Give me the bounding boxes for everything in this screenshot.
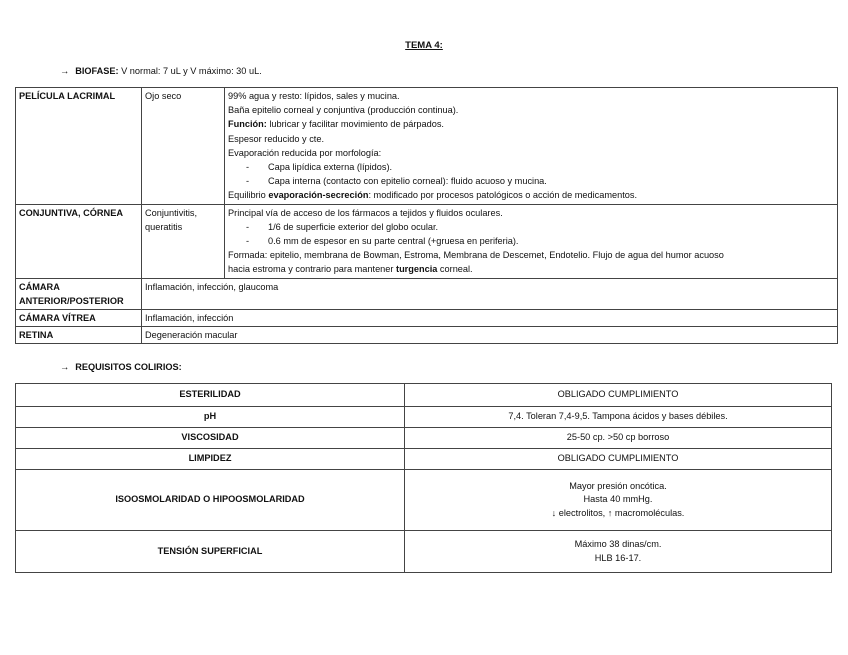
value-line: HLB 16-17. <box>594 552 642 563</box>
name-line: ANTERIOR/POSTERIOR <box>19 295 124 306</box>
table-row <box>16 428 832 449</box>
bold-term: turgencia <box>396 264 438 275</box>
requirement-key: pH <box>16 407 405 428</box>
requirement-key: TENSIÓN SUPERFICIAL <box>16 531 405 573</box>
structure-name: RETINA <box>16 327 142 344</box>
description-line <box>228 117 834 131</box>
bullet-line <box>228 234 834 248</box>
bullet-line <box>228 160 834 174</box>
value-line: Mayor presión oncótica. <box>569 481 667 492</box>
description-line: Baña epitelio corneal y conjuntiva (producción continua). <box>228 105 459 116</box>
value-line: ↓ electrolitos, ↑ macromoléculas. <box>551 507 685 518</box>
condition-line: Conjuntivitis, <box>145 207 198 218</box>
text: hacia estroma y contrario para mantener <box>228 264 397 275</box>
requirement-key: LIMPIDEZ <box>16 449 405 470</box>
table-row <box>16 278 838 309</box>
arrow-right-icon: → <box>60 362 70 372</box>
text: 0.6 mm de espesor en su parte central (+gruesa en periferia). <box>268 236 519 247</box>
table-row <box>16 531 832 573</box>
requirement-key: VISCOSIDAD <box>16 428 405 449</box>
condition-line: queratitis <box>145 221 183 232</box>
requirement-value: OBLIGADO CUMPLIMIENTO <box>405 449 832 470</box>
text: corneal. <box>437 264 473 275</box>
table-row <box>16 449 832 470</box>
requirement-value: OBLIGADO CUMPLIMIENTO <box>405 384 832 407</box>
requirement-value: 7,4. Toleran 7,4-9,5. Tampona ácidos y bases débiles. <box>405 407 832 428</box>
description-line: Evaporación reducida por morfología: <box>228 147 382 158</box>
table-row <box>16 310 838 327</box>
structure-name: PELÍCULA LACRIMAL <box>16 88 142 205</box>
structure-condition: Degeneración macular <box>142 327 838 344</box>
structure-name: CONJUNTIVA, CÓRNEA <box>16 204 142 278</box>
dash-icon: - <box>246 236 250 247</box>
requirement-value: 25-50 cp. >50 cp borroso <box>405 428 832 449</box>
ocular-structures-table <box>15 87 838 344</box>
text: Capa lipídica externa (lípidos). <box>268 162 393 173</box>
table-row <box>16 470 832 531</box>
text: : modificado por procesos patológicos o acción de medicamentos. <box>368 190 638 201</box>
structure-name <box>16 278 142 309</box>
text: lubricar y facilitar movimiento de párpados. <box>266 119 444 130</box>
table-row <box>16 407 832 428</box>
structure-condition <box>142 204 225 278</box>
biofase-label: BIOFASE: <box>75 66 119 76</box>
requisitos-label: REQUISITOS COLIRIOS: <box>75 362 182 372</box>
table-row <box>16 327 838 344</box>
requirement-key: ESTERILIDAD <box>16 384 405 407</box>
description-line: Formada: epitelio, membrana de Bowman, Estroma, Membrana de Descemet, Endotelio. Flujo de agua del humor acuoso <box>228 250 724 261</box>
structure-condition: Inflamación, infección, glaucoma <box>142 278 838 309</box>
bold-term: Función: <box>228 119 267 130</box>
text: Capa interna (contacto con epitelio corneal): fluido acuoso y mucina. <box>268 176 547 187</box>
bullet-line <box>228 220 834 234</box>
table-row <box>16 204 838 278</box>
structure-condition: Inflamación, infección <box>142 310 838 327</box>
page-title: TEMA 4: <box>405 40 443 51</box>
biofase-heading <box>60 66 262 76</box>
description-line: Principal vía de acceso de los fármacos a tejidos y fluidos oculares. <box>228 207 503 218</box>
dash-icon: - <box>246 176 250 187</box>
requirement-value <box>405 531 832 573</box>
value-line: Máximo 38 dinas/cm. <box>574 539 662 550</box>
description-line <box>228 262 834 276</box>
text: Equilibrio <box>228 190 269 201</box>
bold-term: evaporación-secreción <box>268 190 369 201</box>
biofase-text: V normal: 7 uL y V máximo: 30 uL. <box>118 66 262 76</box>
structure-condition: Ojo seco <box>142 88 225 205</box>
arrow-right-icon: → <box>60 66 70 76</box>
dash-icon: - <box>246 162 250 173</box>
requirement-value <box>405 470 832 531</box>
text: 1/6 de superficie exterior del globo ocular. <box>268 221 439 232</box>
table-row <box>16 88 838 205</box>
requisitos-heading <box>60 362 182 372</box>
structure-description <box>225 204 838 278</box>
requirement-key: ISOOSMOLARIDAD O HIPOOSMOLARIDAD <box>16 470 405 531</box>
table-row <box>16 384 832 407</box>
bullet-line <box>228 174 834 188</box>
dash-icon: - <box>246 221 250 232</box>
description-line: Espesor reducido y cte. <box>228 133 325 144</box>
requirements-table <box>15 383 832 573</box>
name-line: CÁMARA <box>19 281 60 292</box>
structure-description <box>225 88 838 205</box>
description-line: 99% agua y resto: lípidos, sales y mucina. <box>228 91 400 101</box>
description-line <box>228 188 834 202</box>
value-line: Hasta 40 mmHg. <box>583 494 653 505</box>
structure-name: CÁMARA VÍTREA <box>16 310 142 327</box>
